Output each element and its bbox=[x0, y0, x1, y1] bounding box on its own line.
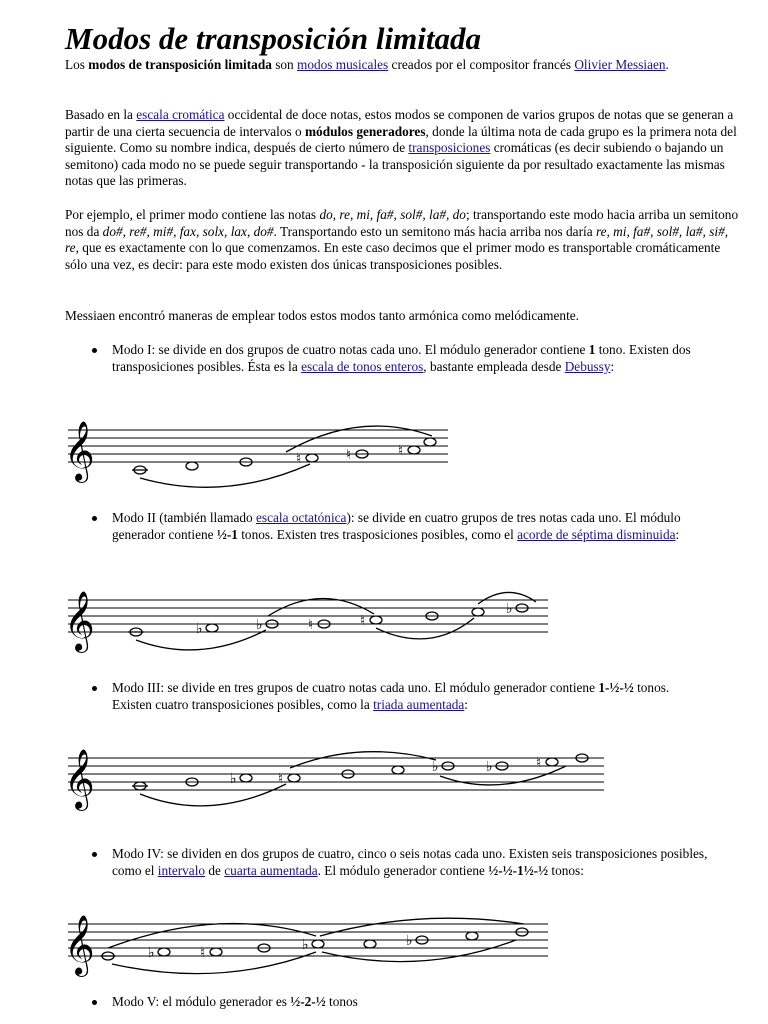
bold-interval: ½-½-1½-½ bbox=[488, 862, 549, 878]
natural-sign-icon: ♮ bbox=[308, 617, 314, 633]
natural-sign-icon: ♮ bbox=[536, 755, 542, 771]
bullet-dot bbox=[92, 686, 97, 691]
notes-italic: re, mi, fa#, sol#, la#, si#, re bbox=[65, 223, 729, 256]
natural-sign-icon: ♮ bbox=[360, 613, 366, 629]
link-escala-cromatica[interactable]: escala cromática bbox=[136, 107, 225, 122]
flat-sign-icon: ♭ bbox=[256, 617, 263, 633]
link-modos-musicales[interactable]: modos musicales bbox=[297, 57, 389, 72]
text: : bbox=[610, 358, 615, 374]
treble-clef-icon: 𝄞 bbox=[64, 591, 95, 651]
natural-sign-icon: ♮ bbox=[200, 945, 206, 961]
intro-paragraph-3 bbox=[65, 207, 740, 273]
text: son bbox=[271, 57, 297, 72]
bold-interval: ½-1 bbox=[216, 526, 238, 542]
staff-mode-2 bbox=[60, 582, 555, 662]
link-cuarta-aumentada[interactable]: cuarta aumentada bbox=[224, 862, 318, 878]
text: Por ejemplo, el primer modo contiene las notas bbox=[65, 207, 320, 222]
mode-1-item bbox=[112, 342, 712, 376]
intro-paragraph-2 bbox=[65, 107, 740, 190]
text: Modo I: se divide en dos grupos de cuatro notas cada uno. El módulo generador contiene bbox=[112, 342, 589, 357]
text: tonos. Existen cuatro transposiciones posibles, como la bbox=[112, 680, 670, 712]
bullet-dot bbox=[92, 516, 97, 521]
mode-5-item bbox=[112, 994, 712, 1011]
link-triada-aumentada[interactable]: triada aumentada bbox=[373, 696, 465, 712]
bullet-dot bbox=[92, 852, 97, 857]
text: Modo IV: se dividen en dos grupos de cuatro, cinco o seis notas cada uno. Existen seis transposiciones posibles, como el bbox=[112, 846, 708, 878]
text: . Transportando esto un semitono más hacia arriba nos daría bbox=[273, 223, 596, 239]
intro-paragraph-1 bbox=[65, 57, 740, 74]
bold-interval: 1-½-½ bbox=[598, 680, 634, 695]
treble-clef-icon: 𝄞 bbox=[64, 421, 95, 481]
mode-4-item bbox=[112, 846, 712, 880]
text: tono. Existen dos transposiciones posibles. Ésta es la bbox=[112, 342, 691, 374]
link-escala-octatonica[interactable]: escala octatónica bbox=[256, 510, 347, 525]
text: Modo V: el módulo generador es bbox=[112, 994, 291, 1009]
text: cromáticas (es decir subiendo o bajando un semitono) cada modo no se puede seguir transportando - la transposición siguiente da por resultado exactamente las mismas notas que las primeras. bbox=[65, 140, 725, 189]
natural-sign-icon: ♮ bbox=[296, 451, 302, 467]
link-acorde-septima-disminuida[interactable]: acorde de séptima disminuida bbox=[517, 526, 676, 542]
notes-italic: do#, re#, mi#, fax, solx, lax, do# bbox=[102, 223, 274, 239]
text: Modo II (también llamado bbox=[112, 510, 257, 525]
link-olivier-messiaen[interactable]: Olivier Messiaen bbox=[574, 57, 666, 72]
link-debussy[interactable]: Debussy bbox=[564, 358, 611, 374]
text: : bbox=[675, 526, 680, 542]
intro-paragraph-4: Messiaen encontró maneras de emplear todos estos modos tanto armónica como melódicamente. bbox=[65, 308, 579, 323]
bold-term: módulos generadores bbox=[304, 123, 426, 139]
flat-sign-icon: ♭ bbox=[486, 759, 493, 775]
page-title: Modos de transposición limitada bbox=[65, 21, 481, 56]
natural-sign-icon: ♮ bbox=[278, 771, 284, 787]
text: occidental de doce notas, estos modos se componen de varios grupos de notas que se generan a partir de una cierta secuencia de intervalos o bbox=[65, 107, 734, 139]
flat-sign-icon: ♭ bbox=[406, 933, 413, 949]
text: , bastante empleada desde bbox=[423, 358, 565, 374]
text: ): se divide en cuatro grupos de tres notas cada uno. El módulo generador contiene bbox=[112, 510, 681, 542]
flat-sign-icon: ♭ bbox=[432, 759, 439, 775]
staff-mode-3 bbox=[60, 740, 610, 820]
text: Los bbox=[65, 57, 89, 72]
text: , que es exactamente con lo que comenzamos. En este caso decimos que el primer modo es transportable cromáticamente sólo una vez, es decir: para este modo existen dos únicas transposiciones posibles. bbox=[65, 240, 721, 272]
natural-sign-icon: ♮ bbox=[346, 447, 352, 463]
bold-interval: ½-2-½ bbox=[290, 994, 326, 1009]
flat-sign-icon: ♭ bbox=[230, 771, 237, 787]
flat-sign-icon: ♭ bbox=[148, 945, 155, 961]
text: Modo III: se divide en tres grupos de cuatro notas cada uno. El módulo generador contiene bbox=[112, 680, 599, 695]
text: de bbox=[205, 862, 225, 878]
flat-sign-icon: ♭ bbox=[302, 937, 309, 953]
treble-clef-icon: 𝄞 bbox=[64, 749, 95, 809]
text: . El módulo generador contiene bbox=[317, 862, 489, 878]
flat-sign-icon: ♭ bbox=[196, 621, 203, 637]
text: Basado en la bbox=[65, 107, 137, 122]
text: . bbox=[665, 57, 669, 72]
text: : bbox=[464, 696, 468, 712]
text: ; transportando este modo hacia arriba un semitono nos da bbox=[65, 207, 739, 239]
text: tonos: bbox=[548, 862, 584, 878]
flat-sign-icon: ♭ bbox=[506, 601, 513, 617]
link-intervalo[interactable]: intervalo bbox=[157, 862, 206, 878]
text: , donde la última nota de cada grupo es la primera nota del siguiente. Como su nombre indica, después de cierto número de bbox=[65, 123, 737, 156]
staff-mode-4 bbox=[60, 906, 555, 986]
bullet-dot bbox=[92, 1000, 97, 1005]
notes-italic: do, re, mi, fa#, sol#, la#, do bbox=[319, 207, 466, 222]
bold-term: modos de transposición limitada bbox=[88, 57, 272, 72]
text: creados por el compositor francés bbox=[388, 57, 575, 72]
mode-2-item bbox=[112, 510, 712, 544]
bullet-dot bbox=[92, 348, 97, 353]
treble-clef-icon: 𝄞 bbox=[64, 915, 95, 975]
link-escala-tonos-enteros[interactable]: escala de tonos enteros bbox=[301, 358, 424, 374]
link-transposiciones[interactable]: transposiciones bbox=[408, 140, 491, 156]
text: tonos. Existen tres trasposiciones posibles, como el bbox=[237, 526, 518, 542]
natural-sign-icon: ♮ bbox=[398, 443, 404, 459]
bold-interval: 1 bbox=[588, 342, 596, 357]
text: tonos bbox=[325, 994, 358, 1009]
mode-3-item bbox=[112, 680, 712, 714]
staff-mode-1 bbox=[60, 412, 455, 492]
